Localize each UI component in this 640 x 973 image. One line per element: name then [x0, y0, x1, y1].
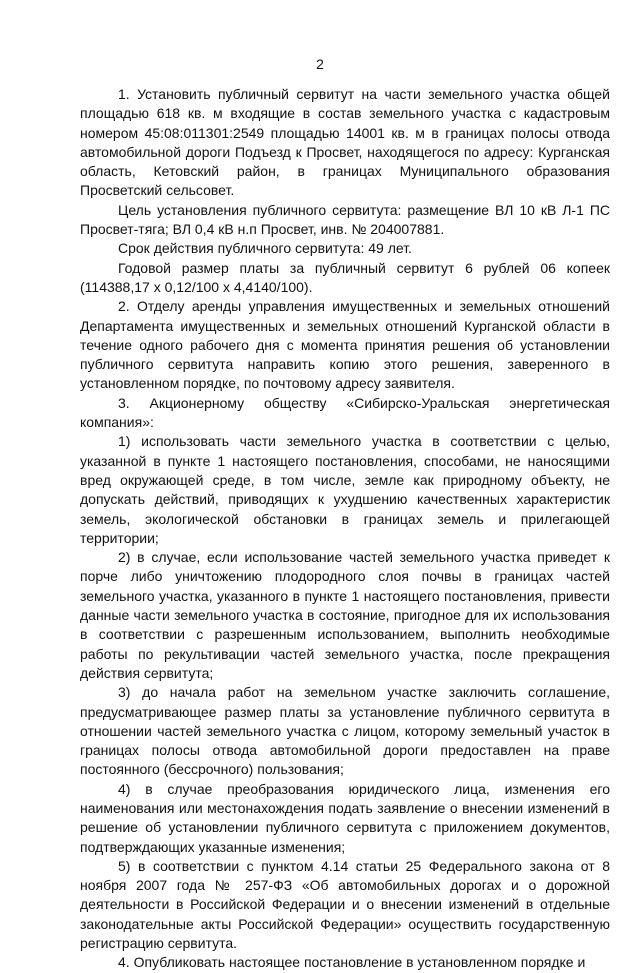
paragraph-servitude-term: Срок действия публичного сервитута: 49 лет.	[118, 240, 412, 257]
paragraph-annual-fee: Годовой размер платы за публичный сервитут 6 рублей 06 копеек (114388,17 х 0,12/100 х 4,4140/100).	[80, 259, 610, 295]
paragraph-item-1: 1. Установить публичный сервитут на части земельного участка общей площадью 618 кв. м входящие в состав земельного участка с кадастровым номером 45:08:011301:2549 площадью 14001 кв. м в границах полосы отвода автомобильной дороги Подъезд к Просвет, находящегося по адресу: Курганская область, Кетовский район, в границах Муниципального образования Просветский сельсовет.	[80, 86, 610, 199]
paragraph-subitem-2: 2) в случае, если использование частей земельного участка приведет к порче либо уничтожению плодородного слоя почвы в границах частей земельного участка, указанного в пункте 1 настоящего постановления, привести данные части земельного участка в состояние, пригодное для их использования в соответствии с разрешенным использованием, выполнить необходимые работы по рекультивации частей земельного участка, после прекращения действия сервитута;	[80, 549, 610, 681]
paragraph-subitem-4: 4) в случае преобразования юридического лица, изменения его наименования или местонахождения подать заявление о внесении изменений в решение об установлении публичного сервитута с приложением документов, подтверждающих указанные изменения;	[80, 780, 610, 855]
paragraph-item-2: 2. Отделу аренды управления имущественных и земельных отношений Департамента имущественных и земельных отношений Курганской области в течение одного рабочего дня с момента принятия решения об установлении публичного сервитута направить копию этого решения, заверенного в установленном порядке, по почтовому адресу заявителя.	[80, 298, 610, 392]
paragraph-servitude-purpose: Цель установления публичного сервитута: размещение ВЛ 10 кВ Л-1 ПС Просвет-тяга; ВЛ 0,4 кВ н.п Просвет, инв. № 204007881.	[80, 201, 610, 238]
paragraph-subitem-5: 5) в соответствии с пунктом 4.14 статьи 25 Федерального закона от 8 ноября 2007 года № 257-ФЗ «Об автомобильных дорогах и о дорожной деятельности в Российской Федерации и о внесении изменений в отдельные законодательные акты Российской Федерации» осуществить государственную регистрацию сервитута.	[80, 857, 610, 952]
page-number: 2	[316, 56, 324, 72]
paragraph-subitem-3: 3) до начала работ на земельном участке заключить соглашение, предусматривающее размер платы за установление публичного сервитута в отношении частей земельного участка с лицом, которому земельный участок в границах полосы отвода автомобильной дороги предоставлен на праве постоянного (бессрочного) пользования;	[80, 684, 610, 778]
paragraph-item-3: 3. Акционерному обществу «Сибирско-Уральская энергетическая компания»:	[80, 394, 610, 431]
paragraph-item-4: 4. Опубликовать настоящее постановление в установленном порядке и	[118, 954, 586, 971]
paragraph-subitem-1: 1) использовать части земельного участка в соответствии с целью, указанной в пункте 1 настоящего постановления, способами, не наносящими вред окружающей среде, в том числе, земле как природному объекту, не допускать действий, приводящих к ухудшению качественных характеристик земель, экологической обстановки в границах земель и прилегающей территории;	[80, 433, 610, 546]
document-body	[80, 85, 610, 973]
